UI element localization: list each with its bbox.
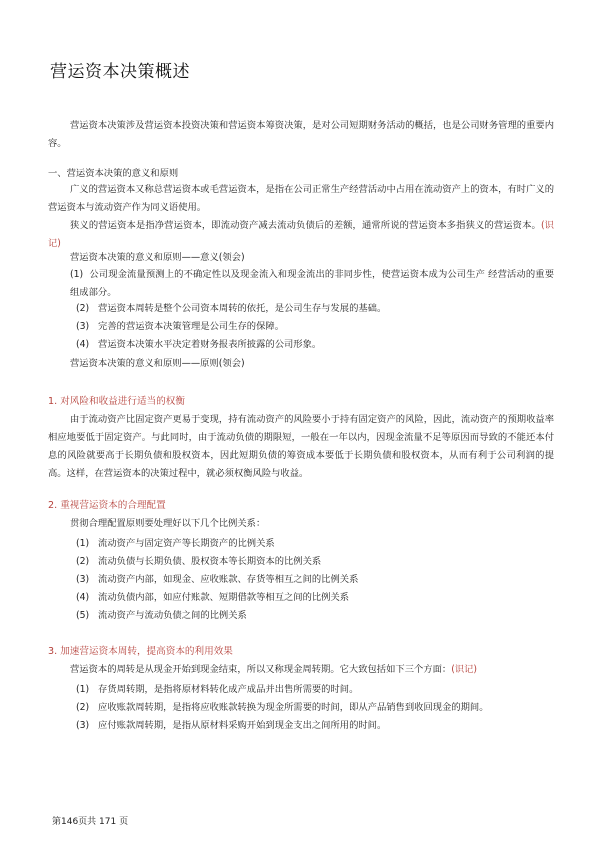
- list-text: 营运资本周转是整个公司资本周转的依托，是公司生存与发展的基础。: [98, 303, 387, 314]
- list-text: 流动资产内部，如现金、应收账款、存货等相互之间的比例关系: [98, 574, 359, 585]
- list-number: (2): [76, 702, 90, 713]
- lead-text: 营运资本的周转是从现金开始到现金结束，所以又称现金周转期。它大致包括如下三个方面：: [70, 664, 452, 675]
- list-text: 流动负债内部，如应付账款、短期借款等相互之间的比例关系: [98, 592, 350, 603]
- list-item: [76, 609, 247, 623]
- list-text: 流动资产与流动负债之间的比例关系: [98, 610, 247, 621]
- list-item: [76, 591, 349, 605]
- list-item: [76, 338, 321, 352]
- list-number: (5): [76, 610, 90, 621]
- list-text: 完善的营运资本决策管理是公司生存的保障。: [98, 321, 284, 332]
- turnover-lead: [70, 663, 477, 677]
- broad-working-capital-paragraph: 广义的营运资本又称总营运资本或毛营运资本，是指在公司正常生产经营活动中占用在流动资产上的资本，有时广义的营运资本与流动资产作为同义语使用。: [48, 184, 554, 213]
- list-text: 公司现金流量预测上的不确定性以及现金流入和现金流出的非同步性，使营运资本成为公司生产 经营活动的重要组成部分。: [70, 269, 554, 298]
- list-number: (3): [76, 720, 90, 731]
- list-number: (3): [76, 574, 90, 585]
- list-item: [76, 719, 386, 733]
- list-number: (1): [70, 269, 84, 280]
- paragraph-text: 狭义的营运资本是指净营运资本，即流动资产减去流动负债后的差额，通常所说的营运资本多指狭义的营运资本。: [70, 220, 541, 231]
- heading-rational-allocation: 2. 重视营运资本的合理配置: [48, 500, 166, 511]
- memorize-tag: (识记): [451, 664, 478, 675]
- list-item: [76, 302, 386, 316]
- list-number: (3): [76, 321, 90, 332]
- list-item: [76, 701, 489, 715]
- principle-subheading: 营运资本决策的意义和原则——原则(领会): [70, 358, 245, 369]
- page-number-footer: 第146页共 171 页: [52, 817, 129, 827]
- narrow-working-capital-paragraph: [48, 217, 554, 253]
- list-item: [76, 320, 284, 334]
- list-number: (2): [76, 556, 90, 567]
- list-number: (1): [76, 684, 90, 695]
- risk-return-paragraph: 由于流动资产比固定资产更易于变现，持有流动资产的风险要小于持有固定资产的风险，因此，流动资产的预期收益率相应地要低于固定资产。与此同时，由于流动负债的期限短，一般在一年以内，因现金流量不足等原因而导致的不能还本付息的风险就要高于长期负债和股权资本，因此短期负债的筹资成本要低于长期负债和股权资本，从而有利于公司利润的提高。这样，在营运资本的决策过程中，就必须权衡风险与收益。: [48, 414, 554, 479]
- section-heading-significance: 一、营运资本决策的意义和原则: [48, 168, 179, 179]
- list-item: [70, 266, 554, 302]
- list-text: 流动资产与固定资产等长期资产的比例关系: [98, 538, 275, 549]
- list-text: 存货周转期，是指将原材料转化成产成品并出售所需要的时间。: [98, 684, 359, 695]
- list-item: [76, 573, 358, 587]
- list-item: [76, 555, 321, 569]
- list-text: 应收账款周转期，是指将应收账款转换为现金所需要的时间，即从产品销售到收回现金的期间。: [98, 702, 489, 713]
- list-text: 应付账款周转期，是指从原材料采购开始到现金支出之间所用的时间。: [98, 720, 387, 731]
- memorize-tag: (识记): [48, 220, 554, 249]
- list-number: (1): [76, 538, 90, 549]
- list-number: (2): [76, 303, 90, 314]
- list-text: 流动负债与长期负债、股权资本等长期资本的比例关系: [98, 556, 322, 567]
- significance-subheading: 营运资本决策的意义和原则——意义(领会): [70, 252, 245, 263]
- heading-accelerate-turnover: 3. 加速营运资本周转，提高资本的利用效果: [48, 646, 233, 657]
- intro-paragraph: 营运资本决策涉及营运资本投资决策和营运资本筹资决策，是对公司短期财务活动的概括，也是公司财务管理的重要内容。: [48, 120, 554, 149]
- list-number: (4): [76, 592, 90, 603]
- list-item: [76, 537, 275, 551]
- allocation-lead: 贯彻合理配置原则要处理好以下几个比例关系：: [70, 518, 266, 529]
- page-title: 营运资本决策概述: [50, 62, 190, 82]
- list-number: (4): [76, 339, 90, 350]
- heading-risk-return: 1. 对风险和收益进行适当的权衡: [48, 396, 185, 407]
- list-item: [76, 683, 358, 697]
- list-text: 营运资本决策水平决定着财务报表所披露的公司形象。: [98, 339, 322, 350]
